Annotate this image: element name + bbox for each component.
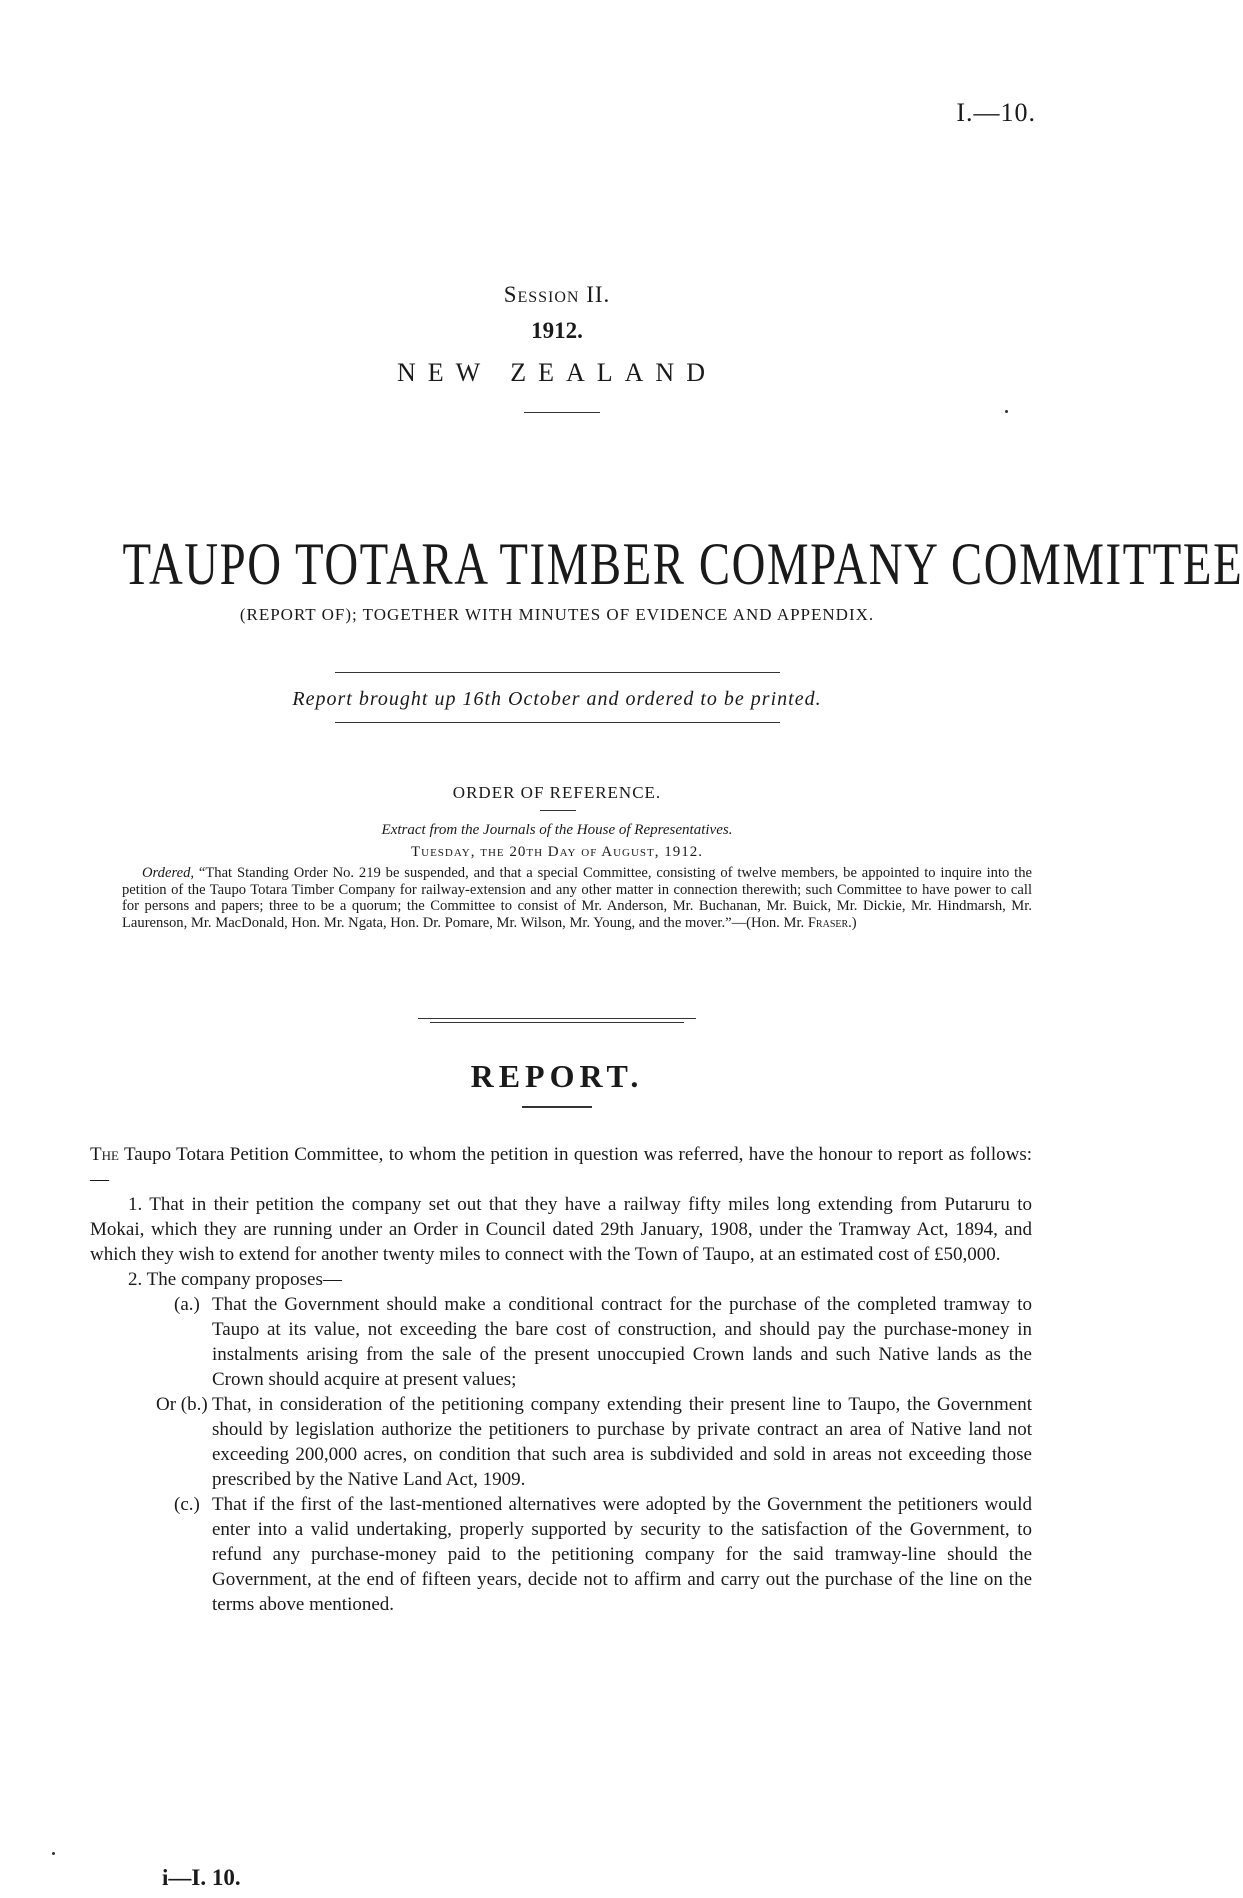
- ornament-rule-1: [418, 1018, 696, 1019]
- divider-bottom: [335, 722, 780, 723]
- date-line: Tuesday, the 20th Day of August, 1912.: [410, 844, 703, 860]
- proposal-a-label: (a.): [174, 1294, 200, 1315]
- journal-extract-line: Extract from the Journals of the House of Representatives.: [381, 822, 733, 838]
- proposal-a: [90, 1292, 1032, 1392]
- margin-mark: [52, 1852, 55, 1855]
- proposal-b-text: That, in consideration of the petitioning company extending their present line to Taupo, the Government should by legislation authorize the petitioners to purchase by private contract an area of Native land not exceeding 200,000 acres, on condition that such area is subdivided and sold in areas not exceeding those prescribed by the Native Land Act, 1909.: [212, 1394, 1032, 1490]
- mover-name: Fraser.): [807, 914, 857, 931]
- document-title: TAUPO TOTARA TIMBER COMPANY COMMITTEE: [122, 531, 1243, 597]
- proposal-b: [90, 1392, 1032, 1492]
- proposal-c: [90, 1492, 1032, 1617]
- country-label: NEW ZEALAND: [397, 358, 717, 387]
- intro-text: Taupo Totara Petition Committee, to whom the petition in question was referred, have the honour to report as follows:—: [90, 1144, 1032, 1190]
- order-body: “That Standing Order No. 219 be suspended, and that a special Committee, consisting of twelve members, be appointed to inquire into the petition of the Taupo Totara Timber Company for railway-extension and any other matter in connection therewith; such Committee to have power to call for persons and papers; three to be a quorum; the Committee to consist of Mr. Anderson, Mr. Buchanan, Mr. Buick, Mr. Dickie, Mr. Hindmarsh, Mr. Laurenson, Mr. MacDonald, Hon. Mr. Ngata, Hon. Dr. Pomare, Mr. Wilson, Mr. Young, and the mover.”—(Hon. Mr.: [122, 865, 1032, 931]
- order-heading-dash: [540, 810, 576, 811]
- proposal-b-label: Or (b.): [156, 1394, 208, 1415]
- footer-signature: i—I. 10.: [162, 1865, 241, 1890]
- stray-mark: [1005, 410, 1008, 413]
- document-subtitle: (REPORT OF); TOGETHER WITH MINUTES OF EVIDENCE AND APPENDIX.: [239, 605, 875, 624]
- session-label: Session II.: [503, 282, 611, 307]
- report-item-2: 2. The company proposes—: [128, 1269, 342, 1290]
- order-of-reference-heading: ORDER OF REFERENCE.: [452, 783, 662, 802]
- proposal-c-label: (c.): [174, 1494, 200, 1515]
- page-reference: I.—10.: [956, 98, 1036, 127]
- report-item-1: 1. That in their petition the company set out that they have a railway fifty miles long extending from Putaruru to Mokai, which they are running under an Order in Council dated 29th January, 1908, under the Tramway Act, 1894, and which they wish to extend for another twenty miles to connect with the Town of Taupo, at an estimated cost of £50,000.: [90, 1194, 1032, 1265]
- short-divider: [524, 412, 600, 413]
- year-label: 1912.: [531, 318, 583, 343]
- intro-lead: The: [90, 1144, 119, 1165]
- report-body: [90, 1142, 1032, 1617]
- report-heading: REPORT.: [470, 1058, 644, 1094]
- divider-top: [335, 672, 780, 673]
- report-heading-underline: [522, 1106, 592, 1108]
- report-brought-line: Report brought up 16th October and ordered to be printed.: [292, 688, 822, 710]
- proposal-c-text: That if the first of the last-mentioned alternatives were adopted by the Government the petitioners would enter into a valid undertaking, properly supported by security to the satisfaction of the Government, to refund any purchase-money paid to the petitioning company for the said tramway-line should the Government, at the end of fifteen years, decide not to affirm and carry out the purchase of the line on the terms above mentioned.: [212, 1494, 1032, 1615]
- ornament-rule-2: [430, 1022, 684, 1023]
- report-intro: [90, 1142, 1032, 1192]
- ordered-label: Ordered,: [142, 865, 195, 881]
- proposal-a-text: That the Government should make a conditional contract for the purchase of the completed tramway to Taupo at its value, not exceeding the bare cost of construction, and should pay the purchase-money in instalments arising from the sale of the present unoccupied Crown lands and such Native lands as the Crown should acquire at present values;: [212, 1294, 1032, 1390]
- order-of-reference-text: [122, 865, 1032, 931]
